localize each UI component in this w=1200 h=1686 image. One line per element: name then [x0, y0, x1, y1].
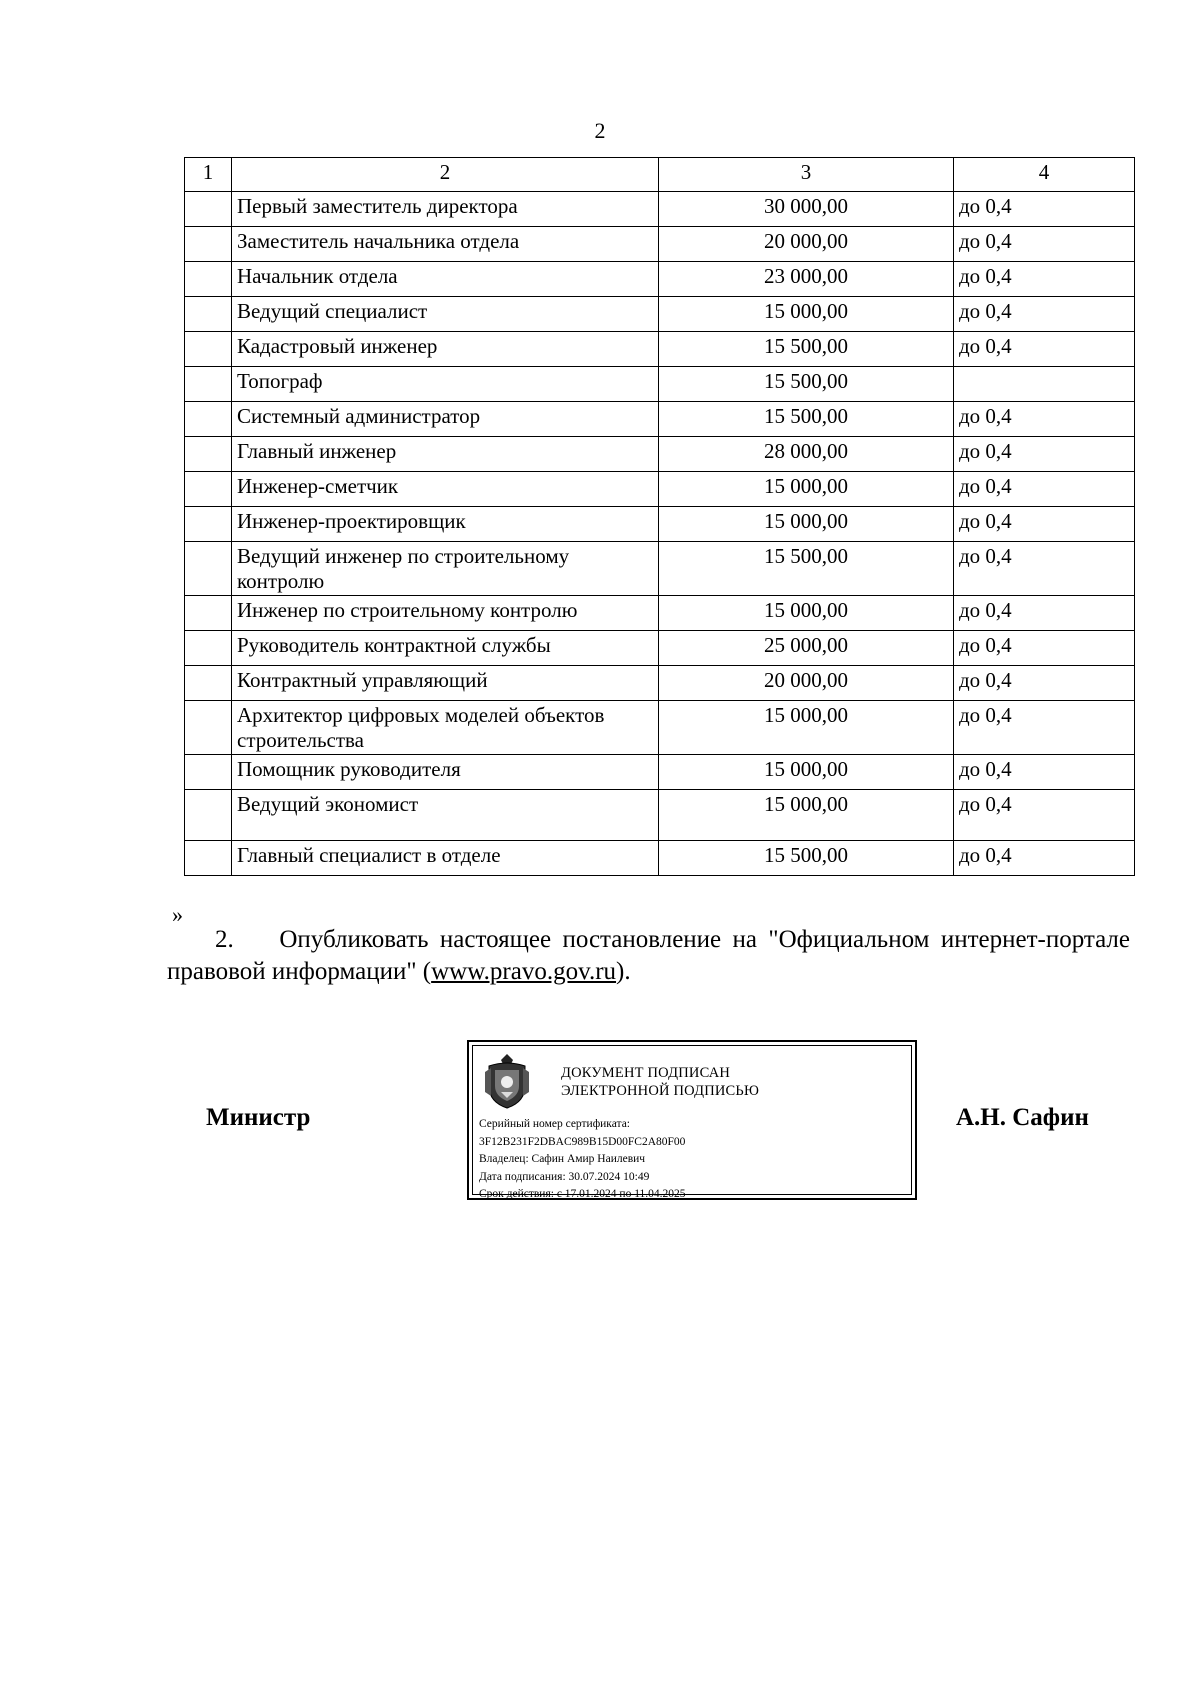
table-row [185, 297, 1135, 332]
coefficient-cell: до 0,4 [954, 437, 1135, 472]
coefficient-cell: до 0,4 [954, 227, 1135, 262]
coefficient-cell: до 0,4 [954, 472, 1135, 507]
row-number-cell [185, 507, 232, 542]
row-number-cell [185, 701, 232, 755]
owner: Владелец: Сафин Амир Наилевич [479, 1153, 646, 1165]
paragraph-text: Опубликовать настоящее постановление на "Официальном интернет-портале правовой информации" ( [167, 926, 1130, 985]
table-header-row [185, 158, 1135, 192]
row-number-cell [185, 297, 232, 332]
position-cell: Заместитель начальника отдела [232, 227, 659, 262]
stamp-info [479, 1116, 686, 1204]
coefficient-cell: до 0,4 [954, 666, 1135, 701]
position-cell: Инженер-сметчик [232, 472, 659, 507]
position-cell: Топограф [232, 367, 659, 402]
row-number-cell [185, 367, 232, 402]
page-number: 2 [594, 118, 606, 143]
salary-cell: 28 000,00 [659, 437, 954, 472]
row-number-cell [185, 790, 232, 841]
header-cell: 1 [185, 158, 232, 192]
row-number-cell [185, 755, 232, 790]
coefficient-cell: до 0,4 [954, 542, 1135, 596]
salary-cell: 20 000,00 [659, 227, 954, 262]
serial-number: 3F12B231F2DBAC989B15D00FC2A80F00 [479, 1135, 686, 1148]
stamp-title-line1: ДОКУМЕНТ ПОДПИСАН [561, 1065, 731, 1081]
pravo-link[interactable]: www.pravo.gov.ru [431, 958, 617, 985]
closing-quote: » [172, 902, 183, 927]
row-number-cell [185, 262, 232, 297]
coefficient-cell [954, 367, 1135, 402]
header-cell: 3 [659, 158, 954, 192]
row-number-cell [185, 631, 232, 666]
salary-cell: 23 000,00 [659, 262, 954, 297]
serial-label: Серийный номер сертификата: [479, 1118, 630, 1130]
table-row [185, 507, 1135, 542]
table-row [185, 262, 1135, 297]
salary-cell: 15 000,00 [659, 507, 954, 542]
position-cell: Начальник отдела [232, 262, 659, 297]
coefficient-cell: до 0,4 [954, 332, 1135, 367]
coefficient-cell: до 0,4 [954, 297, 1135, 332]
salary-cell: 15 000,00 [659, 472, 954, 507]
row-number-cell [185, 841, 232, 876]
validity-period: Срок действия: с 17.01.2024 по 11.04.2025 [479, 1188, 686, 1200]
row-number-cell [185, 227, 232, 262]
paragraph-number: 2. [215, 926, 234, 953]
salary-cell: 15 000,00 [659, 790, 954, 841]
table-row [185, 332, 1135, 367]
position-cell: Ведущий специалист [232, 297, 659, 332]
row-number-cell [185, 542, 232, 596]
coefficient-cell: до 0,4 [954, 192, 1135, 227]
salary-table [184, 157, 1135, 876]
row-number-cell [185, 596, 232, 631]
salary-cell: 30 000,00 [659, 192, 954, 227]
paragraph-text-end: ). [616, 958, 631, 985]
salary-cell: 15 000,00 [659, 701, 954, 755]
position-cell: Ведущий инженер по строительному контролю [232, 542, 659, 596]
salary-cell: 20 000,00 [659, 666, 954, 701]
row-number-cell [185, 192, 232, 227]
table-row [185, 367, 1135, 402]
salary-cell: 15 500,00 [659, 402, 954, 437]
salary-cell: 15 000,00 [659, 297, 954, 332]
position-cell: Ведущий экономист [232, 790, 659, 841]
row-number-cell [185, 437, 232, 472]
table-row [185, 437, 1135, 472]
salary-cell: 15 500,00 [659, 841, 954, 876]
table-row [185, 790, 1135, 841]
signed-date: Дата подписания: 30.07.2024 10:49 [479, 1170, 650, 1183]
coefficient-cell: до 0,4 [954, 701, 1135, 755]
header-cell: 2 [232, 158, 659, 192]
row-number-cell [185, 666, 232, 701]
salary-cell: 25 000,00 [659, 631, 954, 666]
coat-of-arms-icon [483, 1052, 531, 1110]
stamp-inner-frame [472, 1045, 912, 1200]
table-row [185, 755, 1135, 790]
table-row [185, 542, 1135, 596]
position-cell: Контрактный управляющий [232, 666, 659, 701]
table-row [185, 227, 1135, 262]
coefficient-cell: до 0,4 [954, 631, 1135, 666]
position-cell: Системный администратор [232, 402, 659, 437]
coefficient-cell: до 0,4 [954, 790, 1135, 841]
position-cell: Главный инженер [232, 437, 659, 472]
row-number-cell [185, 472, 232, 507]
coefficient-cell: до 0,4 [954, 755, 1135, 790]
table-row [185, 596, 1135, 631]
salary-cell: 15 000,00 [659, 755, 954, 790]
table-row [185, 402, 1135, 437]
coefficient-cell: до 0,4 [954, 507, 1135, 542]
position-cell: Инженер по строительному контролю [232, 596, 659, 631]
row-number-cell [185, 332, 232, 367]
salary-cell: 15 000,00 [659, 596, 954, 631]
position-cell: Первый заместитель директора [232, 192, 659, 227]
coefficient-cell: до 0,4 [954, 402, 1135, 437]
position-cell: Архитектор цифровых моделей объектов строительства [232, 701, 659, 755]
salary-cell: 15 500,00 [659, 367, 954, 402]
publication-paragraph [167, 924, 1130, 988]
coefficient-cell: до 0,4 [954, 841, 1135, 876]
stamp-title-line2: ЭЛЕКТРОННОЙ ПОДПИСЬЮ [561, 1083, 760, 1099]
coefficient-cell: до 0,4 [954, 596, 1135, 631]
table-row [185, 192, 1135, 227]
row-number-cell [185, 402, 232, 437]
table-row [185, 631, 1135, 666]
signer-name: А.Н. Сафин [956, 1104, 1089, 1131]
salary-cell: 15 500,00 [659, 332, 954, 367]
stamp-title [561, 1064, 759, 1100]
coefficient-cell: до 0,4 [954, 262, 1135, 297]
signer-title: Министр [206, 1104, 311, 1131]
header-cell: 4 [954, 158, 1135, 192]
position-cell: Кадастровый инженер [232, 332, 659, 367]
salary-cell: 15 500,00 [659, 542, 954, 596]
electronic-signature-stamp [467, 1040, 917, 1200]
table-row [185, 841, 1135, 876]
table-row [185, 472, 1135, 507]
position-cell: Инженер-проектировщик [232, 507, 659, 542]
position-cell: Главный специалист в отделе [232, 841, 659, 876]
position-cell: Помощник руководителя [232, 755, 659, 790]
position-cell: Руководитель контрактной службы [232, 631, 659, 666]
table-row [185, 701, 1135, 755]
table-row [185, 666, 1135, 701]
